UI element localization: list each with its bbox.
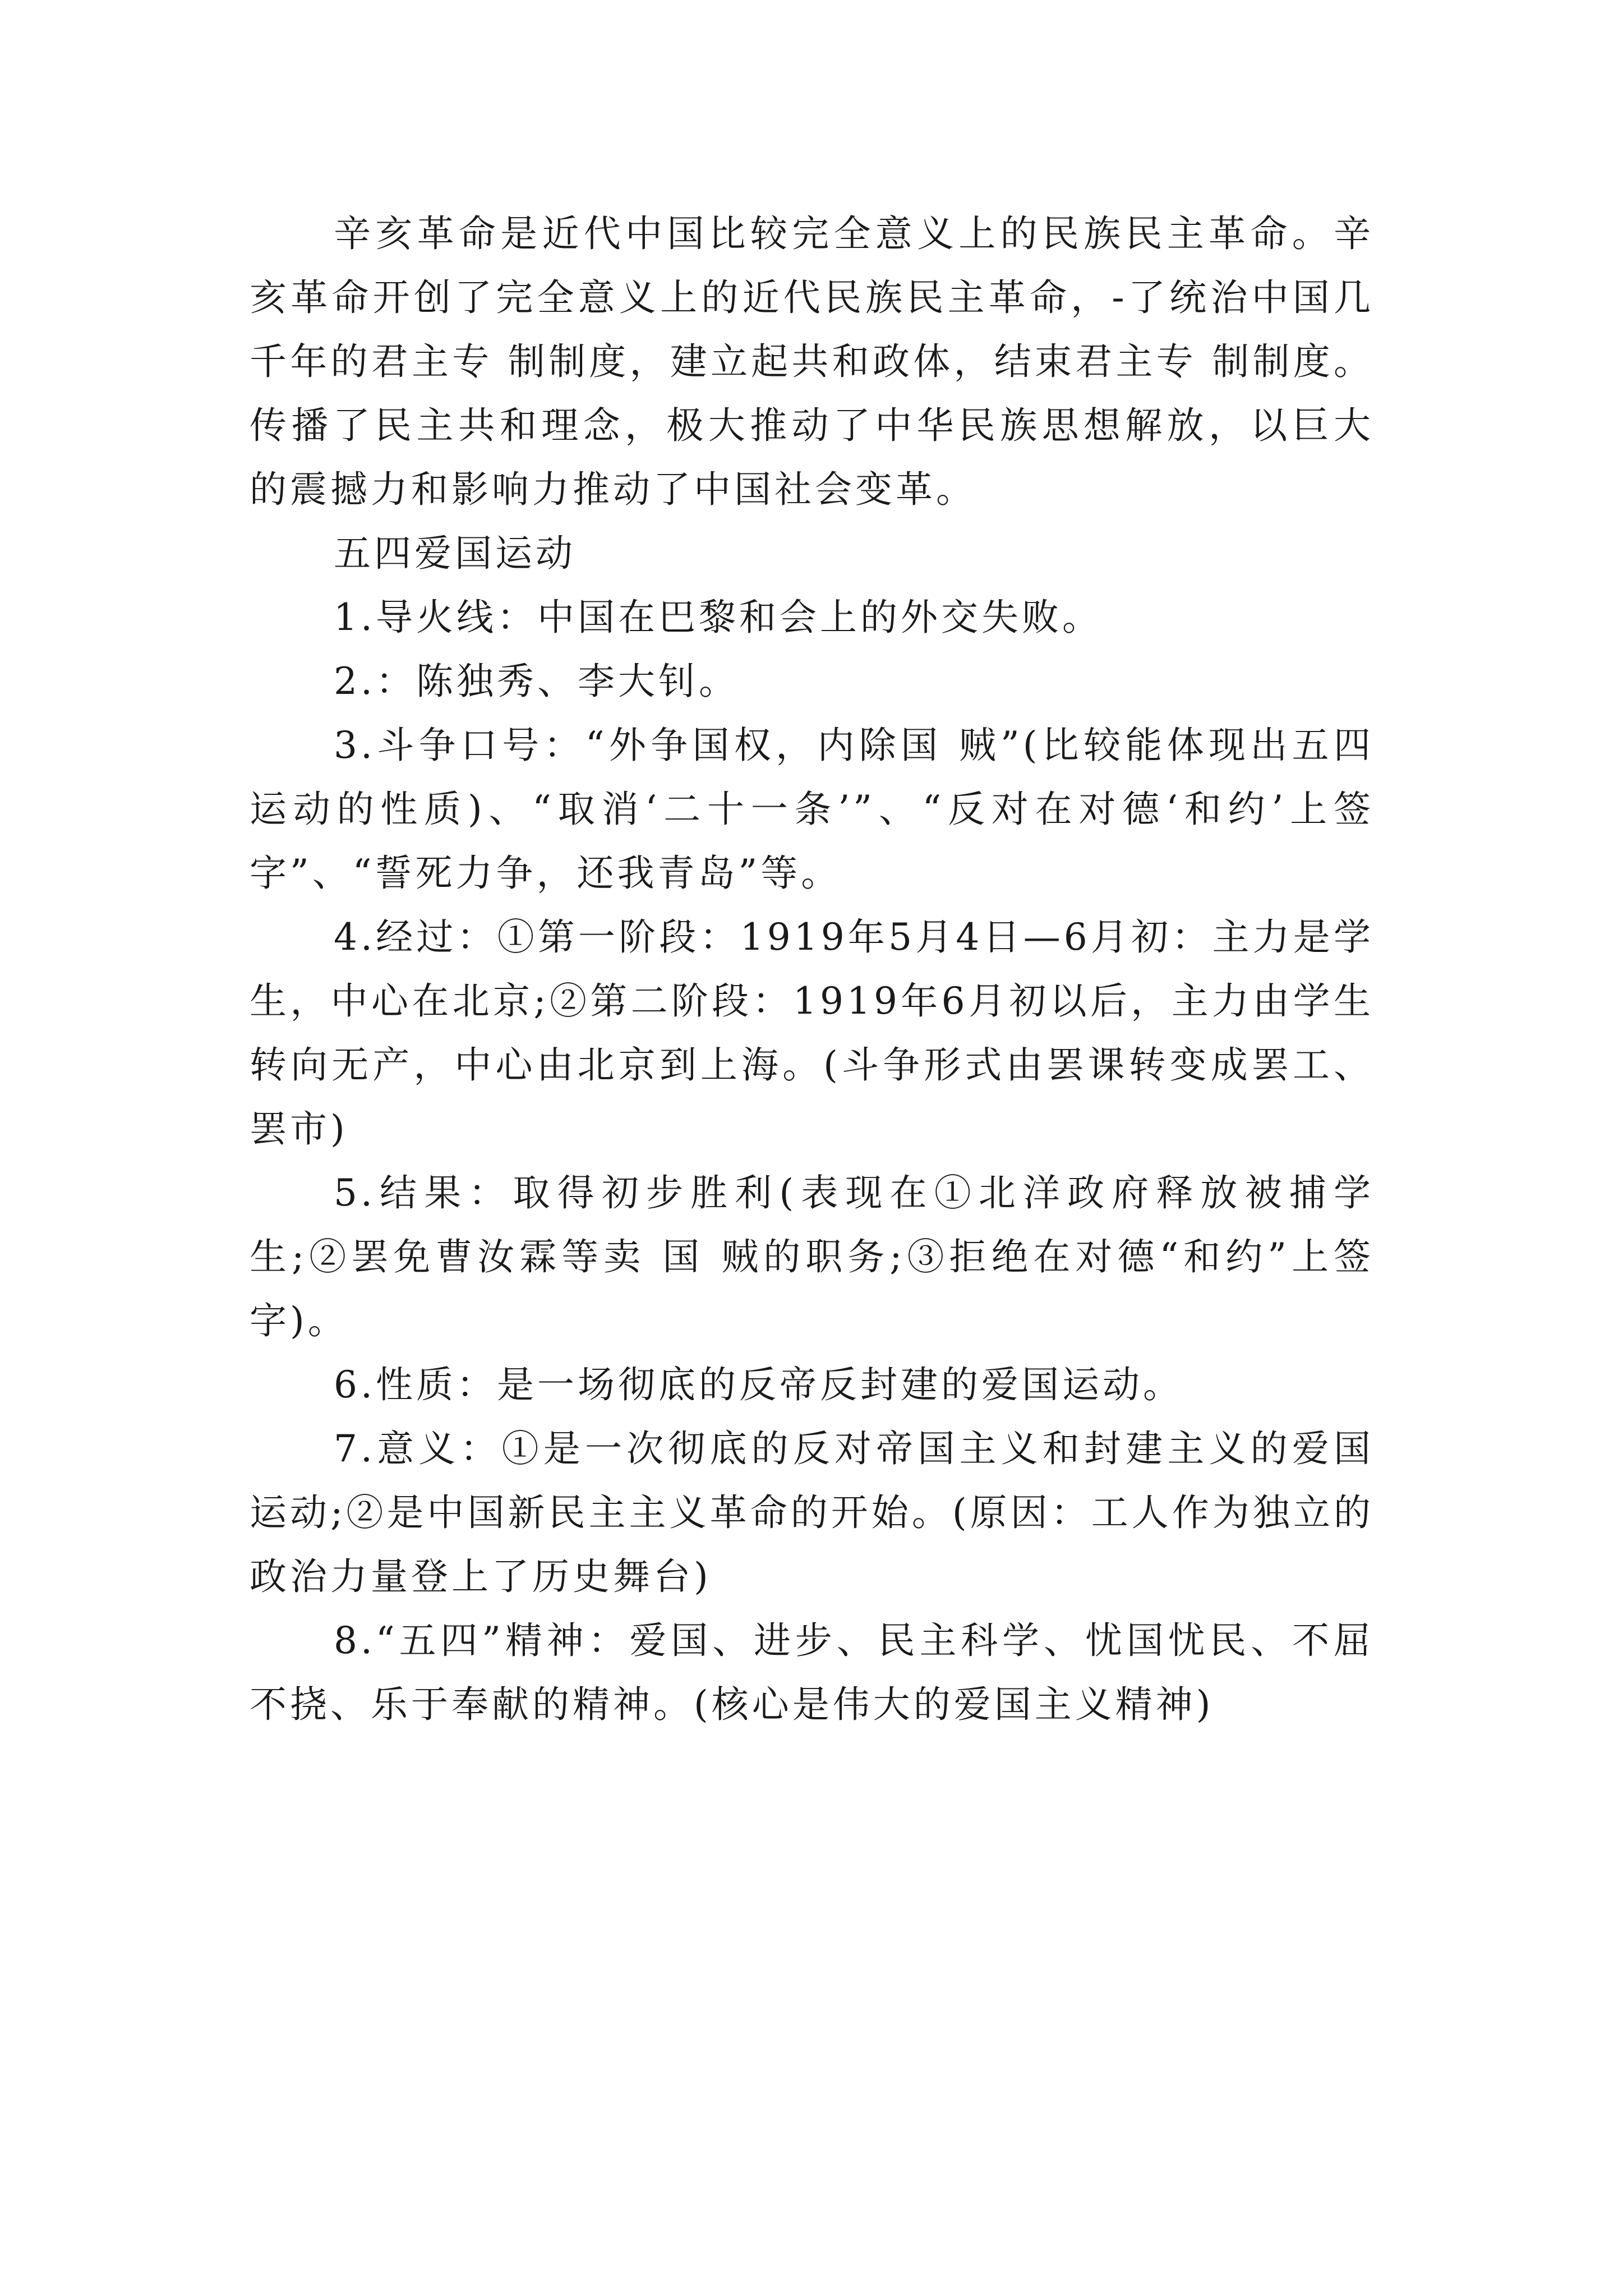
list-item-slogans: 3.斗争口号：“外争国权，内除国 贼”(比较能体现出五四运动的性质)、“取消‘二十一条’”、“反对在对德‘和约’上签字”、“誓死力争，还我青岛”等。 [250, 724, 1374, 895]
list-item-spirit: 8.“五四”精神：爱国、进步、民主科学、忧国忧民、不屈不挠、乐于奉献的精神。(核心是伟大的爱国主义精神) [250, 1619, 1374, 1726]
document-body [250, 202, 1374, 1737]
list-item-fuse: 1.导火线：中国在巴黎和会上的外交失败。 [334, 596, 1103, 639]
list-item-significance: 7.意义：①是一次彻底的反对帝国主义和封建主义的爱国运动;②是中国新民主主义革命的开始。(原因：工人作为独立的政治力量登上了历史舞台) [250, 1427, 1374, 1598]
paragraph-xinhai-revolution: 辛亥革命是近代中国比较完全意义上的民族民主革命。辛亥革命开创了完全意义上的近代民族民主革命，-了统治中国几千年的君主专 制制度，建立起共和政体，结束君主专 制制度。传播了民主共和理念，极大推动了中华民族思想解放，以巨大的震撼力和影响力推动了中国社会变革。 [250, 212, 1374, 511]
section-heading-may-fourth: 五四爱国运动 [334, 532, 576, 575]
list-item-nature: 6.性质：是一场彻底的反帝反封建的爱国运动。 [334, 1363, 1183, 1406]
list-item-leaders: 2.：陈独秀、李大钊。 [334, 660, 739, 703]
list-item-process: 4.经过：①第一阶段：1919年5月4日—6月初：主力是学生，中心在北京;②第二阶段：1919年6月初以后，主力由学生转向无产，中心由北京到上海。(斗争形式由罢课转变成罢工、罢市) [250, 915, 1374, 1151]
list-item-result: 5.结果：取得初步胜利(表现在①北洋政府释放被捕学生;②罢免曹汝霖等卖 国 贼的职务;③拒绝在对德“和约”上签字)。 [250, 1171, 1374, 1342]
